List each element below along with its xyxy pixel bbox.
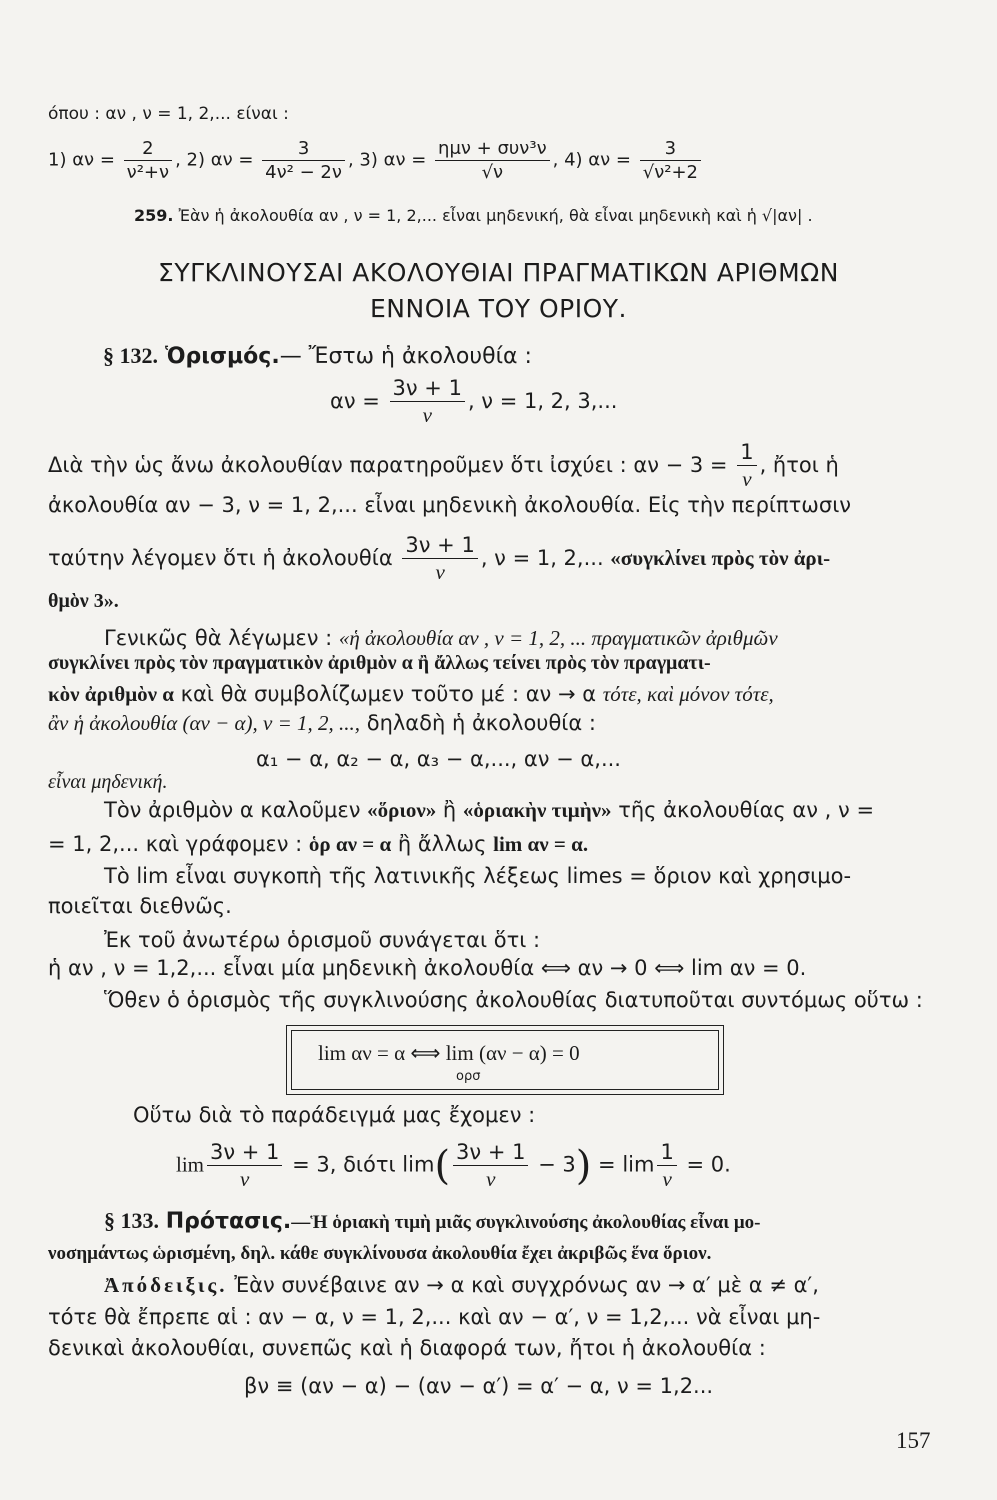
fraction-denominator: √ν²+2 xyxy=(640,160,701,183)
text-run: ἢ xyxy=(436,798,463,822)
text-run: Ἐὰν συνέβαινε αν → α καὶ συγχρόνως αν → α′ μὲ α ≠ α′, xyxy=(227,1273,819,1297)
proof-line xyxy=(104,1273,819,1298)
exercise-number: 259. xyxy=(134,206,174,225)
exercise-item-2-fraction xyxy=(262,138,345,183)
paragraph-line: Τὸ lim εἶναι συγκοπὴ τῆς λατινικῆς λέξεως limes = ὅριον καὶ χρησιμο- xyxy=(104,864,852,888)
exercise-item-3-fraction xyxy=(435,138,550,183)
paragraph-line: Ἐκ τοῦ ἀνωτέρω ὁρισμοῦ συνάγεται ὅτι : xyxy=(104,928,541,952)
fraction-numerator: 1 xyxy=(660,1140,674,1164)
fraction-denominator: ν²+ν xyxy=(124,160,172,183)
exercise-259 xyxy=(134,206,813,225)
text-run: τῆς ἀκολουθίας αν , ν = xyxy=(611,798,875,822)
fraction xyxy=(657,1140,676,1192)
paragraph-line: ἡ αν , ν = 1,2,... εἶναι μία μηδενικὴ ἀκολουθία ⟺ αν → 0 ⟺ lim αν = 0. xyxy=(48,956,807,980)
bold-text-run: lim αν = α. xyxy=(493,832,589,856)
lim-operator: lim xyxy=(176,1152,205,1177)
bold-text-run: ὁρ αν = α xyxy=(308,832,392,856)
text-run: = 0. xyxy=(679,1152,731,1177)
text-run: , ν = 1, 2,... xyxy=(480,546,611,570)
text-run: Διὰ τὴν ὡς ἄνω ἀκολουθίαν παρατηροῦμεν ὅτι ἰσχύει : αν − 3 = xyxy=(48,453,735,477)
text-run: , ἤτοι ἡ xyxy=(759,453,839,477)
theorem-text: νοσημάντως ὡρισμένη, δηλ. κάθε συγκλίνουσα ἀκολουθία ἔχει ἀκριβῶς ἕνα ὅριον. xyxy=(48,1243,712,1264)
sequence-lhs: αν = xyxy=(330,389,387,413)
section-title: Ὁρισμός. xyxy=(165,344,280,369)
definition-formula: lim αν = α ⟺ lim (αν − α) = 0 xyxy=(318,1041,580,1065)
text-run: ἢ ἄλλως xyxy=(391,832,494,856)
fraction-numerator: 3 xyxy=(664,138,677,159)
paragraph-line xyxy=(104,798,874,823)
exercise-item-1-fraction xyxy=(124,138,172,183)
proof-line: τότε θὰ ἔπρεπε αἱ : αν − α, ν = 1, 2,... καὶ αν − α′, ν = 1,2,... νὰ εἶναι μη- xyxy=(48,1305,821,1329)
paragraph-line: ποιεῖται διεθνῶς. xyxy=(48,894,232,918)
left-parenthesis: ( xyxy=(434,1143,451,1189)
fraction-denominator: ν xyxy=(390,401,465,428)
section-132-heading xyxy=(103,343,532,369)
paragraph-line xyxy=(48,711,596,736)
fraction xyxy=(207,1140,282,1192)
exercise-item-4-label: , 4) αν = xyxy=(552,149,637,171)
proof-line: δενικαὶ ἀκολουθίαι, συνεπῶς καὶ ἡ διαφορά των, ἤτοι ἡ ἀκολουθία : xyxy=(48,1336,766,1360)
fraction-numerator: 2 xyxy=(142,138,154,159)
definition-formula-subscript: ορσ xyxy=(456,1069,481,1084)
theorem-text: —Ἡ ὁριακὴ τιμὴ μιᾶς συγκλινούσης ἀκολουθίας εἶναι μο- xyxy=(291,1212,761,1233)
fraction xyxy=(402,533,477,585)
paragraph-line: συγκλίνει πρὸς τὸν πραγματικὸν ἀριθμὸν α ἢ ἄλλως τείνει πρὸς τὸν πραγματι- xyxy=(48,652,711,674)
chapter-heading-line-2: ΕΝΝΟΙΑ ΤΟΥ ΟΡΙΟΥ. xyxy=(370,294,627,323)
paragraph-line xyxy=(48,533,830,585)
paragraph-line: θμὸν 3». xyxy=(48,590,119,612)
italic-text-run: «ἡ ἀκολουθία αν , ν = 1, 2, ... πραγματικῶν ἀριθμῶν xyxy=(338,626,778,650)
fraction-denominator: 4ν² − 2ν xyxy=(262,160,345,183)
fraction-numerator: 3ν + 1 xyxy=(405,533,475,557)
section-intro: — Ἔστω ἡ ἀκολουθία : xyxy=(279,344,532,369)
bold-text-run: κὸν ἀριθμὸν α xyxy=(48,682,174,706)
italic-text-run: ἂν ἡ ἀκολουθία (αν − α), ν = 1, 2, ..., xyxy=(48,711,361,735)
exercise-text: Ἐὰν ἡ ἀκολουθία αν , ν = 1, 2,... εἶναι μηδενική, θὰ εἶναι μηδενικὴ καὶ ἡ √|αν| . xyxy=(173,206,813,225)
fraction xyxy=(453,1140,528,1192)
exercise-item-2-label: , 2) αν = xyxy=(175,149,260,171)
paragraph-line xyxy=(48,682,774,707)
bold-text-run: «συγκλίνει πρὸς τὸν ἀρι- xyxy=(610,546,831,570)
text-run: = lim xyxy=(591,1152,655,1177)
bold-text-run: «ὅριον» xyxy=(367,798,437,822)
text-run: Γενικῶς θὰ λέγωμεν : xyxy=(104,626,339,650)
italic-text-run: τότε, καὶ μόνον τότε, xyxy=(602,682,774,706)
fraction-numerator: 3ν + 1 xyxy=(392,376,462,400)
exercise-item-3-label: , 3) αν = xyxy=(347,149,433,171)
paragraph-line: Ὅθεν ὁ ὁρισμὸς τῆς συγκλινούσης ἀκολουθίας διατυποῦται συντόμως οὕτω : xyxy=(104,988,923,1012)
text-run: δηλαδὴ ἡ ἀκολουθία : xyxy=(360,711,597,735)
fraction-numerator: 1 xyxy=(740,440,754,464)
right-parenthesis: ) xyxy=(575,1143,592,1189)
proof-label: Ἀπόδειξις. xyxy=(104,1273,228,1297)
sequence-differences: α₁ − α, α₂ − α, α₃ − α,..., αν − α,... xyxy=(256,747,621,771)
fraction-denominator: ν xyxy=(453,1165,528,1192)
exercise-intro: όπου : αν , ν = 1, 2,... είναι : xyxy=(48,104,289,124)
paragraph-line: ἀκολουθία αν − 3, ν = 1, 2,... εἶναι μηδενικὴ ἀκολουθία. Εἰς τὴν περίπτωσιν xyxy=(48,493,852,517)
sequence-definition xyxy=(330,376,617,428)
text-run: = 3, διότι lim xyxy=(285,1152,435,1177)
paragraph-line xyxy=(104,626,778,651)
proof-equation: βν ≡ (αν − α) − (αν − α′) = α′ − α, ν = 1,2... xyxy=(244,1374,714,1398)
sequence-rhs: , ν = 1, 2, 3,... xyxy=(467,389,618,413)
exercise-item-1-label: 1) αν = xyxy=(48,149,121,171)
paragraph-line: Οὕτω διὰ τὸ παράδειγμά μας ἔχομεν : xyxy=(133,1103,536,1127)
fraction-denominator: ν xyxy=(402,558,477,585)
fraction-numerator: 3ν + 1 xyxy=(456,1140,526,1164)
section-title: Πρότασις. xyxy=(165,1209,292,1234)
paragraph-line xyxy=(48,440,839,492)
exercise-item-4-fraction xyxy=(640,138,701,183)
fraction-denominator: √ν xyxy=(435,160,550,183)
fraction-numerator: 3 xyxy=(297,138,310,159)
text-run: = 1, 2,... καὶ γράφομεν : xyxy=(48,832,309,856)
text-run: Τὸν ἀριθμὸν α καλοῦμεν xyxy=(104,798,368,822)
fraction-denominator: ν xyxy=(657,1165,676,1192)
sequence-fraction xyxy=(390,376,465,428)
fraction-denominator: ν xyxy=(737,465,756,492)
paragraph-line: εἶναι μηδενική. xyxy=(48,771,168,793)
fraction-denominator: ν xyxy=(207,1165,282,1192)
fraction-numerator: 3ν + 1 xyxy=(210,1140,280,1164)
paragraph-line xyxy=(48,832,588,857)
section-label: § 132. xyxy=(103,343,158,368)
exercise-items xyxy=(48,138,704,183)
fraction xyxy=(737,440,756,492)
definition-box-inner xyxy=(291,1030,719,1090)
text-run: ταύτην λέγομεν ὅτι ἡ ἀκολουθία xyxy=(48,546,400,570)
section-label: § 133. xyxy=(104,1208,159,1233)
fraction-numerator: ημν + συν³ν xyxy=(438,138,547,159)
text-run: − 3 xyxy=(531,1152,576,1177)
example-limit-equation xyxy=(176,1140,731,1192)
bold-text-run: «ὁριακὴν τιμὴν» xyxy=(462,798,612,822)
page-number: 157 xyxy=(896,1428,931,1453)
section-133-heading xyxy=(104,1208,760,1234)
definition-box xyxy=(286,1025,724,1095)
text-run: καὶ θὰ συμβολίζωμεν τοῦτο μέ : αν → α xyxy=(173,682,603,706)
chapter-heading-line-1: ΣΥΓΚΛΙΝΟΥΣΑΙ ΑΚΟΛΟΥΘΙΑΙ ΠΡΑΓΜΑΤΙΚΩΝ ΑΡΙΘΜΩΝ xyxy=(158,258,839,287)
